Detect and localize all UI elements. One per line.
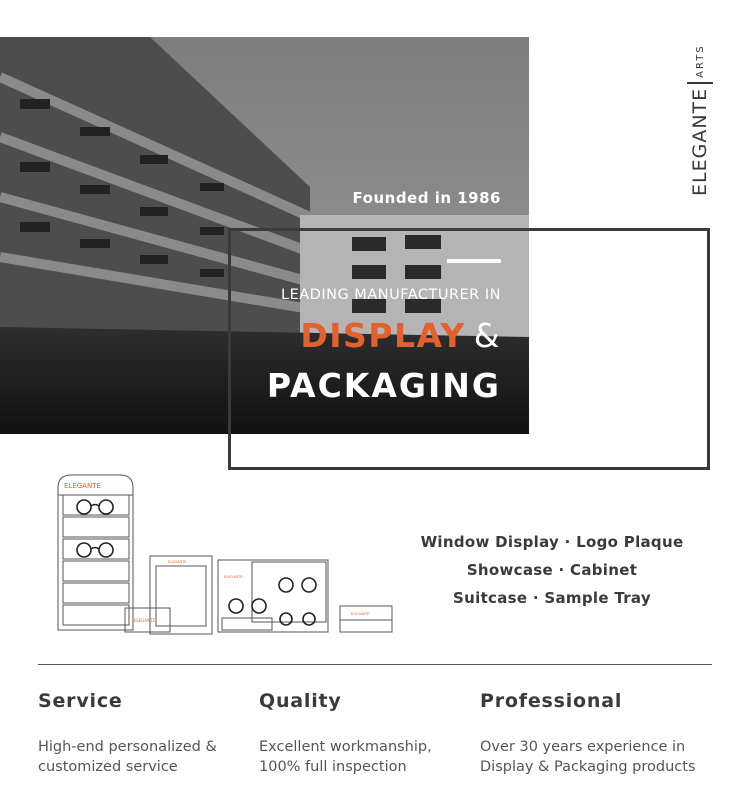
headline-line-1 — [300, 316, 501, 355]
feature-desc — [480, 737, 710, 777]
feature-desc-line-2: 100% full inspection — [259, 759, 407, 775]
headline-line-2: PACKAGING — [266, 366, 501, 405]
feature-quality — [259, 690, 469, 777]
plaque-logo-text: ELEGANTE — [134, 618, 156, 623]
feature-desc — [38, 737, 248, 777]
product-illustration — [40, 470, 400, 640]
feature-desc-line-1: High-end personalized & — [38, 739, 217, 755]
brand-name: ELEGANTE — [689, 87, 711, 196]
case-logo-text: ELEGANTE — [224, 575, 243, 579]
feature-service — [38, 690, 248, 777]
feature-desc — [259, 737, 469, 777]
feature-title: Professional — [480, 690, 623, 712]
brand-logo — [686, 36, 714, 196]
product-line-2: Showcase · Cabinet — [466, 561, 638, 579]
leading-text: LEADING MANUFACTURER IN — [281, 287, 501, 303]
cabinet-logo-text: ELEGANTE — [64, 482, 101, 490]
feature-desc-line-1: Excellent workmanship, — [259, 739, 432, 755]
founded-text: Founded in 1986 — [352, 189, 501, 207]
display-word: DISPLAY — [300, 316, 466, 355]
brand-divider — [687, 82, 713, 84]
ampersand: & — [473, 316, 501, 355]
product-line-1: Window Display · Logo Plaque — [420, 533, 684, 551]
section-divider — [38, 664, 712, 665]
feature-desc-line-2: Display & Packaging products — [480, 759, 696, 775]
tray-logo-text: ELEGANTE — [351, 612, 370, 616]
accent-dash — [447, 259, 501, 263]
feature-desc-line-1: Over 30 years experience in — [480, 739, 686, 755]
product-line-3: Suitcase · Sample Tray — [453, 589, 651, 607]
feature-title: Quality — [259, 690, 342, 712]
brand-sub: ARTS — [694, 44, 706, 78]
feature-professional — [480, 690, 710, 777]
stand-logo-text: ELEGANTE — [168, 560, 187, 564]
product-list — [408, 528, 696, 612]
feature-title: Service — [38, 690, 123, 712]
feature-desc-line-2: customized service — [38, 759, 178, 775]
